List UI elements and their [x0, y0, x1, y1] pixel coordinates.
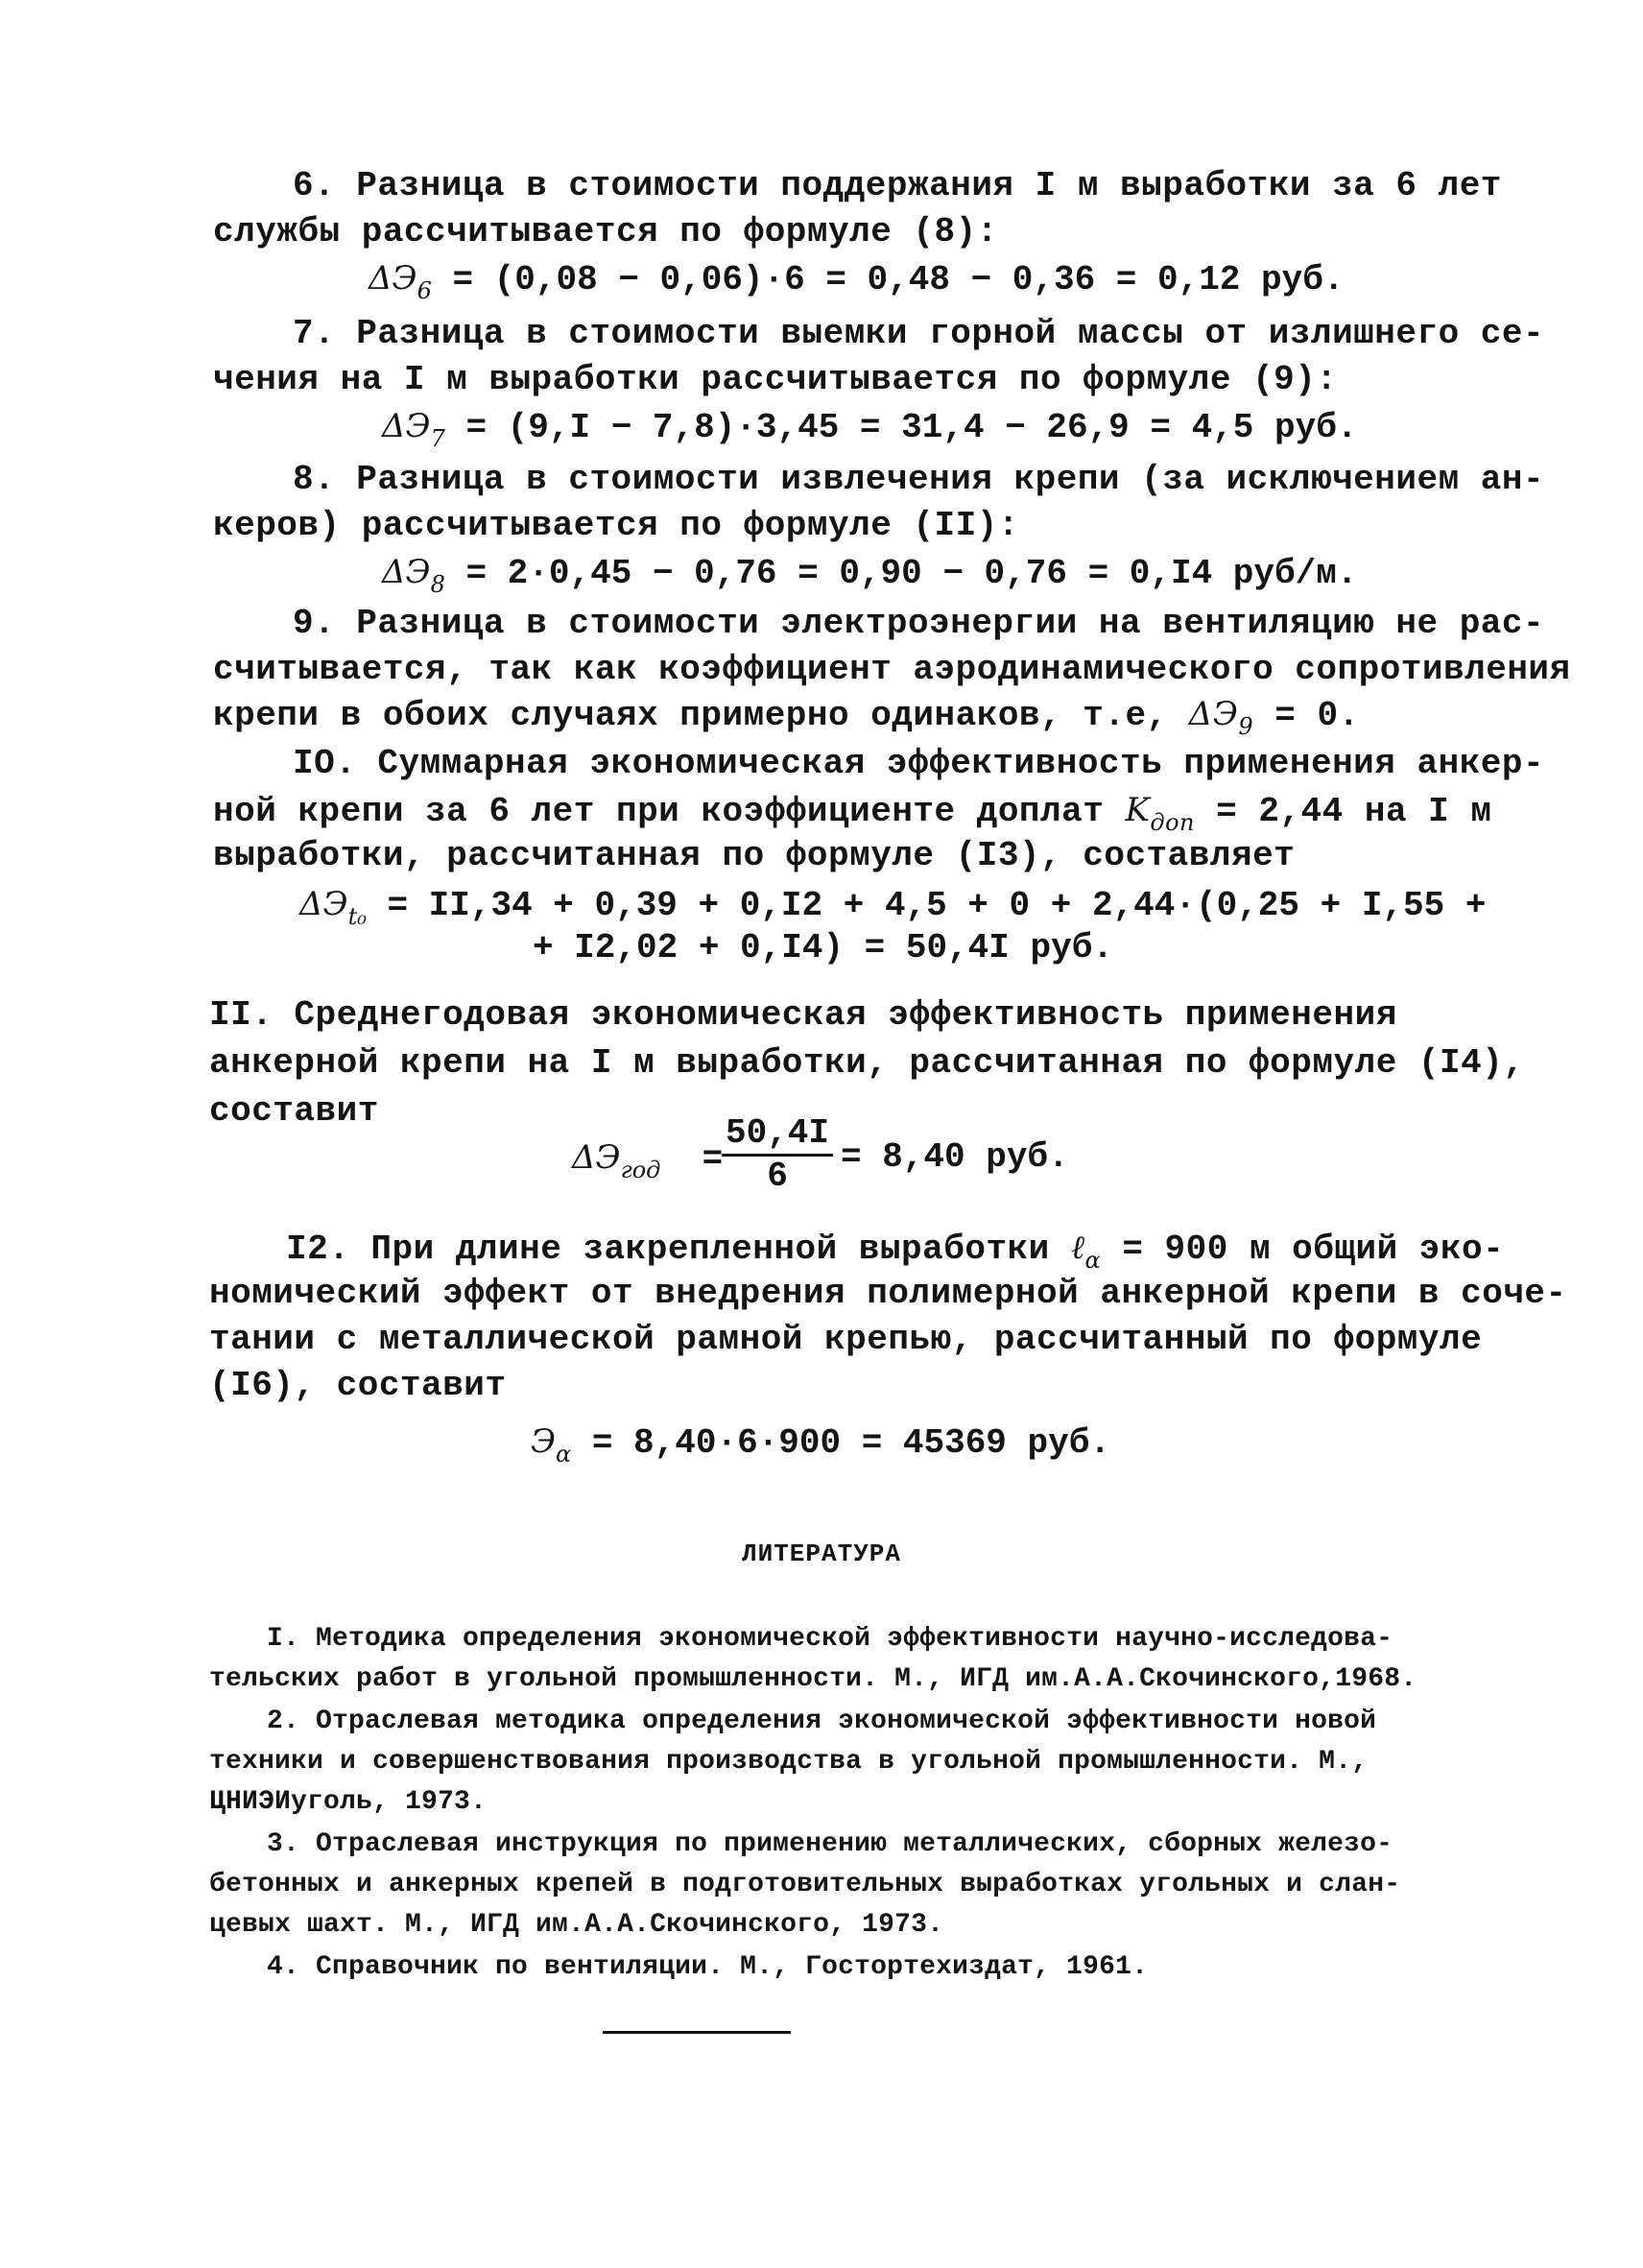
- item11-fraction-denominator: 6: [767, 1157, 788, 1196]
- item9-line3-end: = 0.: [1274, 696, 1360, 735]
- item9-line1: 9. Разница в стоимости электроэнергии на вентиляцию не рас-: [293, 604, 1545, 643]
- item11-line3: составит: [209, 1091, 379, 1131]
- item12-line4: (I6), составит: [209, 1366, 507, 1405]
- item9-line3-text: крепи в обоих случаях примерно одинаков, т.е,: [213, 696, 1168, 735]
- ref2-line2: техники и совершенствования производства в угольной промышленности. М.,: [209, 1747, 1369, 1777]
- item11-formula-subscript: год: [620, 1157, 661, 1183]
- ref1-line1: I. Методика определения экономической эффективности научно-исследова-: [267, 1624, 1393, 1654]
- item12-formula-rhs: = 8,40·6·900 = 45369 руб.: [591, 1423, 1110, 1463]
- item10-formula-line1: [299, 883, 1486, 928]
- item9-subscript: 9: [1238, 713, 1254, 740]
- item11-formula-rhs: = 8,40 руб.: [841, 1137, 1069, 1177]
- ref1-line2: тельских работ в угольной промышленности. М., ИГД им.А.А.Скочинского,1968.: [209, 1664, 1417, 1694]
- item10-line2: [213, 789, 1491, 834]
- item12-length-subscript: α: [1084, 1247, 1102, 1274]
- item12-length-symbol: ℓ: [1070, 1229, 1085, 1267]
- item8-formula: [382, 551, 1357, 596]
- item12-line1-end: = 900 м общий эко-: [1122, 1229, 1505, 1269]
- item6-formula-symbol: ΔЭ: [369, 259, 417, 298]
- item11-formula-symbol: ΔЭ: [572, 1138, 621, 1177]
- item10-formula-line2: + I2,02 + 0,I4) = 50,4I руб.: [533, 928, 1113, 967]
- item8-formula-subscript: 8: [430, 571, 445, 598]
- item8-line1: 8. Разница в стоимости извлечения крепи (за исключением ан-: [293, 460, 1545, 499]
- item6-line1: 6. Разница в стоимости поддержания I м выработки за 6 лет: [293, 166, 1502, 205]
- item6-formula: [369, 257, 1344, 302]
- item10-formula-subscript: t₀: [347, 903, 367, 930]
- item10-line3: выработки, рассчитанная по формуле (I3), составляет: [213, 836, 1296, 875]
- item7-line2: чения на I м выработки рассчитывается по формуле (9):: [213, 360, 1338, 399]
- ref2-line1: 2. Отраслевая методика определения экономической эффективности новой: [267, 1707, 1377, 1736]
- item9-line2: считывается, так как коэффициент аэродинамического сопротивления: [213, 650, 1571, 689]
- literature-heading: ЛИТЕРАТУРА: [741, 1540, 902, 1568]
- item7-formula-subscript: 7: [430, 425, 445, 452]
- item12-line2: номический эффект от внедрения полимерной анкерной крепи в соче-: [209, 1274, 1567, 1313]
- item12-line3: тании с металлической рамной крепью, рассчитанный по формуле: [209, 1320, 1483, 1359]
- item6-formula-rhs: = (0,08 − 0,06)·6 = 0,48 − 0,36 = 0,12 руб.: [452, 260, 1345, 299]
- item12-formula-symbol: Э: [531, 1422, 557, 1461]
- item12-line1-text: I2. При длине закрепленной выработки: [286, 1229, 1050, 1269]
- item11-line1: II. Среднегодовая экономическая эффективность применения: [209, 995, 1397, 1035]
- item11-fraction: [722, 1113, 833, 1197]
- item8-line2: керов) рассчитывается по формуле (II):: [213, 506, 1019, 545]
- item10-line2-text: ной крепи за 6 лет при коэффициенте доплат: [213, 792, 1105, 831]
- ref3-line2: бетонных и анкерных крепей в подготовительных выработках угольных и слан-: [209, 1870, 1401, 1899]
- item10-formula-symbol: ΔЭ: [299, 885, 348, 923]
- item10-formula-rhs1: = II,34 + 0,39 + 0,I2 + 4,5 + 0 + 2,44·(0,25 + I,55 +: [387, 886, 1487, 925]
- ref2-line3: ЦНИЭИуголь, 1973.: [209, 1787, 488, 1817]
- item7-line1: 7. Разница в стоимости выемки горной массы от излишнего се-: [293, 314, 1545, 353]
- item10-coef-subscript: доп: [1150, 809, 1195, 836]
- item12-line1: [286, 1227, 1504, 1272]
- item8-formula-rhs: = 2·0,45 − 0,76 = 0,90 − 0,76 = 0,I4 руб/м.: [465, 554, 1358, 593]
- item6-line2: службы рассчитывается по формуле (8):: [213, 212, 998, 251]
- item12-formula: [531, 1420, 1110, 1466]
- item9-line3: [213, 693, 1360, 738]
- item7-formula-symbol: ΔЭ: [382, 407, 431, 445]
- item10-coef-symbol: K: [1125, 791, 1151, 829]
- item12-formula-subscript: α: [556, 1441, 572, 1468]
- item10-line1: IO. Суммарная экономическая эффективность применения анкер-: [293, 744, 1545, 783]
- ref3-line3: цевых шахт. М., ИГД им.А.А.Скочинского, 1973.: [209, 1910, 944, 1940]
- item7-formula-rhs: = (9,I − 7,8)·3,45 = 31,4 − 26,9 = 4,5 руб.: [465, 408, 1358, 447]
- item7-formula: [382, 405, 1357, 450]
- item10-line2-end: = 2,44 на I м: [1216, 792, 1492, 831]
- end-divider: [603, 2031, 791, 2034]
- item11-fraction-numerator: 50,4I: [722, 1113, 833, 1157]
- item9-symbol: ΔЭ: [1188, 695, 1239, 733]
- item6-formula-subscript: 6: [417, 277, 432, 304]
- ref3-line1: 3. Отраслевая инструкция по применению металлических, сборных железо-: [267, 1829, 1393, 1859]
- item8-formula-symbol: ΔЭ: [382, 553, 431, 591]
- item11-line2: анкерной крепи на I м выработки, рассчитанная по формуле (I4),: [209, 1043, 1525, 1083]
- item11-formula: $\Delta Э_{год}$ =: [572, 1138, 724, 1183]
- ref4-line1: 4. Справочник по вентиляции. М., Гостортехиздат, 1961.: [267, 1952, 1149, 1982]
